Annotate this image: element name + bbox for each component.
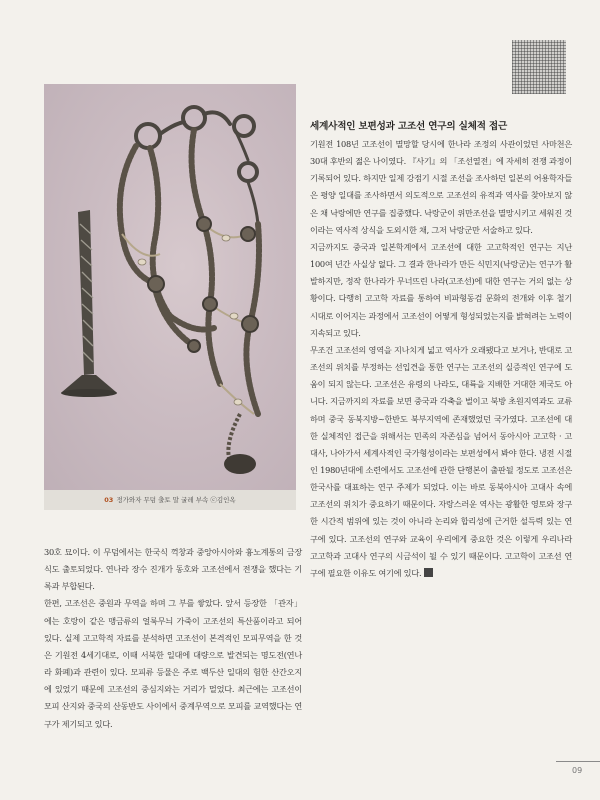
end-mark-icon (424, 568, 433, 577)
figure-number: 03 (104, 496, 114, 504)
page-number: 09 (572, 766, 583, 775)
horse-bridle-artifact-image (44, 84, 296, 490)
left-paragraph-1: 30호 묘이다. 이 무덤에서는 한국식 꺽창과 중앙아시아와 흉노계통의 금장식도 출토되었다. 연나라 장수 진개가 동호와 고조선에서 전쟁을 했다는 기록과 부합된다. (44, 547, 302, 592)
left-paragraph-2: 한편, 고조선은 중원과 무역을 하며 그 부를 쌓았다. 앞서 등장한 「관자」에는 호랑이 같은 맹금류의 얼룩무늬 가죽이 고조선의 특산품이라고 되어 있다. 실제 고고학적 자료를 분석하면 고조선이 본격적인 모피무역을 한 것은 기원전 4세기대로, 이때 서북한 일대에 대량으로 발견되는 명도전(연나라 화폐)과 관련이 있다. 모피류 등물은 주로 백두산 일대의 험한 산간오지에 있었기 때문에 고조선의 중심지와는 거리가 멀었다. 최근에는 고조선이 모피 산지와 중국의 산동반도 사이에서 중계무역으로 모피를 교역했다는 연구가 제기되고 있다. (44, 598, 302, 729)
right-paragraph-1: 기원전 108년 고조선이 멸망할 당시에 한나라 조정의 사관이었던 사마천은 30대 후반의 젊은 나이였다. 『사기』의 「조선열전」에 자세히 전쟁 과정이 기록되어 있다. 하지만 일제 강점기 시절 조선을 조사하던 일본의 어용학자들은 평양 일대를 조사하면서 의도적으로 고조선의 유적과 역사를 찾아보지 않은 채 낙랑에만 연구를 집중했다. 낙랑군이 위만조선을 멸망시키고 세워진 것이라는 역사적 상식을 도외시한 채, 그저 낙랑군만 서술하고 있다. (310, 139, 572, 235)
left-column (44, 544, 302, 733)
figure-caption (44, 490, 296, 510)
right-paragraph-3-text: 무조건 고조선의 영역을 지나치게 넓고 역사가 오래됐다고 보거나, 반대로 고조선의 위치를 부정하는 선입견을 통한 연구는 고조선의 실증적인 연구에 도움이 되지 않는다. 고조선은 유령의 나라도, 대륙을 지배한 거대한 제국도 아니다. 지금까지의 자료를 보면 중국과 각축을 벌이고 북방 초원지역과도 교류하며 중국 동북지방~한반도 북부지역에 존재했었던 국가였다. 고조선에 대한 실체적인 접근을 위해서는 민족의 자존심을 넘어서 동아시아 고고학 · 고대사, 나아가서 세계사적인 국가형성이라는 보편성에서 봐야 한다. 냉전 시절인 1980년대에 소련에서도 고조선에 관한 단행본이 출판될 정도로 고조선은 한국사를 대표하는 연구 주제가 되었다. 이는 바로 동북아시아 고대사 속에 고조선의 위치가 중요하기 때문이다. 자랑스러운 역사는 광활한 영토와 장구한 시간적 범위에 있는 것이 아니라 논리와 합리성에 근거한 설득력 있는 연구에 있다. 고조선의 연구와 교육이 우리에게 중요한 것은 이렇게 우리나라 고고학과 고대사 연구의 시금석이 될 수 있기 때문이다. 고고학이 고조선 연구에 필요한 이유도 여기에 있다. (310, 344, 572, 578)
right-paragraph-2: 지금까지도 중국과 일본학계에서 고조선에 대한 고고학적인 연구는 지난 100여 년간 사실상 없다. 그 결과 한나라가 만든 식민지(낙랑군)는 연구가 활발하지만, 정작 한나라가 무너뜨린 나라(고조선)에 대한 연구는 거의 없는 상황이다. 다행히 고고학 자료를 통하여 비파형동검 문화의 전개와 이후 철기 시대로 이어지는 과정에서 고조선이 어떻게 형성되었는지를 밝혀려는 노력이 지속되고 있다. (310, 241, 572, 338)
decorative-pattern (512, 40, 566, 94)
section-heading: 세계사적인 보편성과 고조선 연구의 실체적 접근 (310, 121, 508, 132)
page-number-rule (556, 761, 600, 762)
right-column (310, 136, 572, 582)
figure-caption-text: 정가와자 무덤 출토 말 굴레 부속 ⓒ김인옥 (116, 496, 236, 504)
artifact-photo (44, 84, 296, 490)
right-paragraph-3 (310, 342, 572, 582)
